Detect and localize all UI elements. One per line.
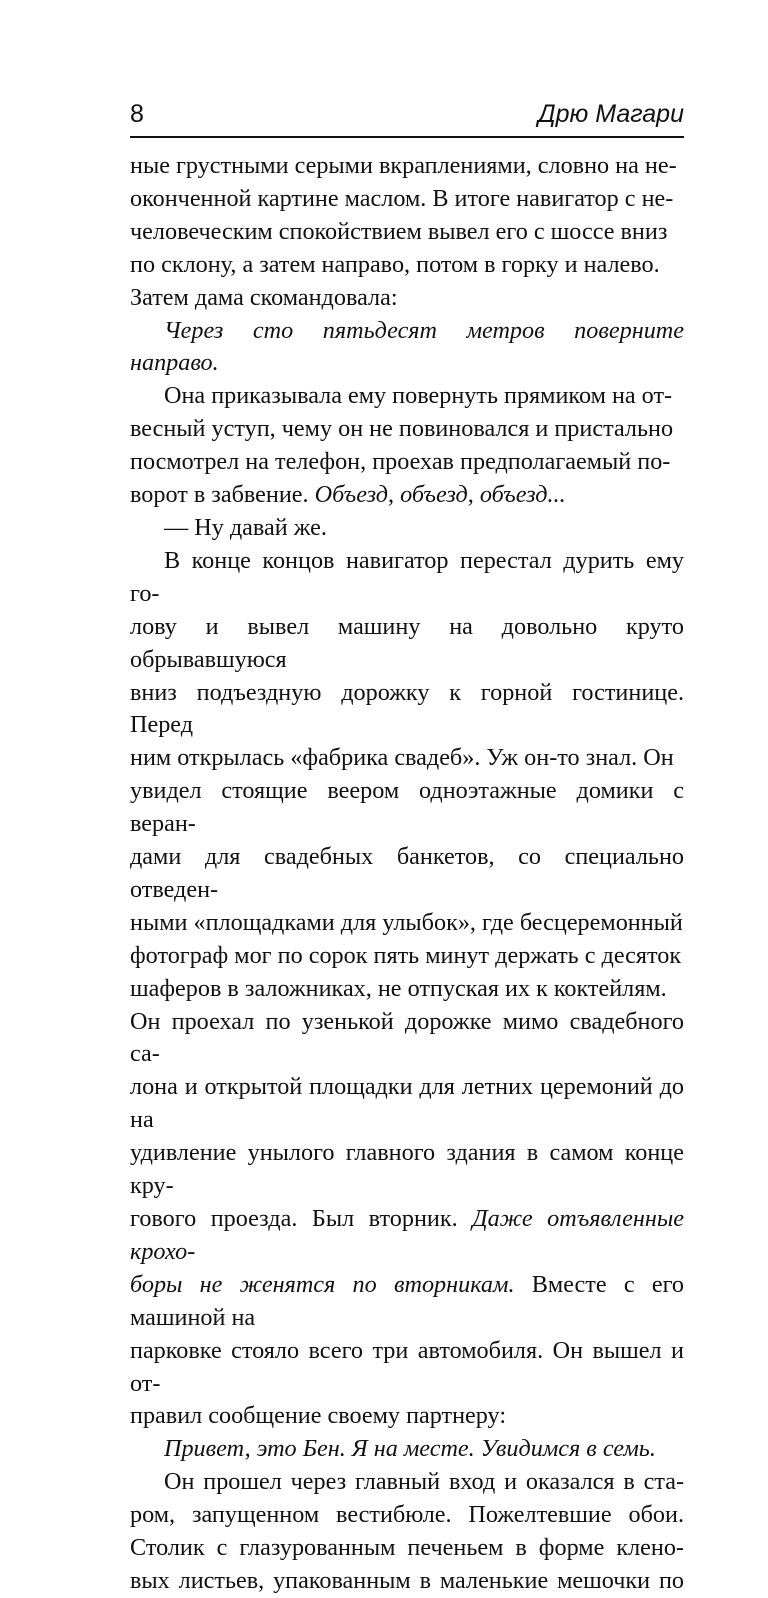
- text-line: шаферов в заложниках, не отпуская их к коктейлям.: [130, 974, 667, 1002]
- text-line: ним открылась «фабрика свадеб». Уж он-то знал. Он: [130, 744, 674, 772]
- text-line: человеческим спокойствием вывел его с шоссе вниз: [130, 217, 668, 245]
- text-line: весный уступ, чему он не повиновался и пристально: [130, 415, 674, 443]
- text-line: вниз подъездную дорожку к горной гостинице. Перед: [130, 678, 684, 739]
- text-line: ворот в забвение.: [130, 481, 315, 509]
- text-line: гового проезда. Был вторник.: [130, 1205, 473, 1232]
- text-line: Привет, это Бен. Я на месте. Увидимся в семь.: [164, 1435, 656, 1463]
- page-number: 8: [130, 100, 144, 128]
- text-line: Вместе с его машиной на: [130, 1270, 684, 1331]
- text-line: Она приказывала ему повернуть прямиком на от-: [164, 382, 673, 410]
- text-line: Столик с глазурованным печеньем в форме клено-: [130, 1534, 684, 1562]
- dialogue-line: [130, 512, 684, 545]
- paragraph-italic: [130, 1433, 684, 1466]
- header-rule: [130, 136, 684, 138]
- text-line: удивление унылого главного здания в самом конце кру-: [130, 1139, 684, 1200]
- body-text: [130, 150, 684, 1598]
- text-line: ные грустными серыми вкраплениями, словно на не-: [130, 152, 677, 179]
- text-line: Он прошел через главный вход и оказался в ста-: [164, 1468, 684, 1496]
- paragraph: [130, 380, 684, 512]
- text-line: фотограф мог по сорок пять минут держать с десяток: [130, 941, 682, 969]
- text-line: В конце концов навигатор перестал дурить ему го-: [130, 546, 684, 607]
- italic-phrase: Даже отъявленные крохо-: [130, 1205, 684, 1265]
- text-line: оконченной картине маслом. В итоге навигатор с не-: [130, 184, 674, 212]
- text-line: лона и открытой площадки для летних церемоний до на: [130, 1073, 684, 1134]
- text-line: Он проехал по узенькой дорожке мимо свадебного са-: [130, 1007, 684, 1068]
- paragraph: [130, 150, 684, 315]
- paragraph: [130, 545, 684, 1433]
- text-line: правил сообщение своему партнеру:: [130, 1402, 507, 1430]
- running-header: [130, 100, 684, 134]
- text-line: ными «площадками для улыбок», где бесцеремонный: [130, 908, 683, 936]
- italic-phrase: боры не женятся по вторникам.: [130, 1270, 515, 1298]
- text-line: Затем дама скомандовала:: [130, 283, 398, 311]
- text-line: по склону, а затем направо, потом в горку и налево.: [130, 250, 660, 278]
- text-line: ром, запущенном вестибюле. Пожелтевшие обои.: [130, 1501, 684, 1529]
- paragraph-italic: [130, 315, 684, 381]
- running-head-author: Дрю Магари: [537, 100, 684, 128]
- paragraph: [130, 1466, 684, 1598]
- text-line: Через сто пятьдесят метров поверните направо.: [130, 316, 684, 377]
- text-line: — Ну давай же.: [164, 513, 327, 541]
- text-line: вых листьев, упакованным в маленькие мешочки по: [130, 1566, 684, 1594]
- italic-phrase: Объезд, объезд, объезд...: [314, 481, 566, 509]
- text-line: увидел стоящие веером одноэтажные домики с веран-: [130, 777, 684, 838]
- text-line: посмотрел на телефон, проехав предполагаемый по-: [130, 448, 671, 476]
- text-line: дами для свадебных банкетов, со специально отведен-: [130, 843, 684, 903]
- text-line: парковке стояло всего три автомобиля. Он вышел и от-: [130, 1336, 684, 1397]
- text-line: лову и вывел машину на довольно круто обрывавшуюся: [130, 612, 684, 673]
